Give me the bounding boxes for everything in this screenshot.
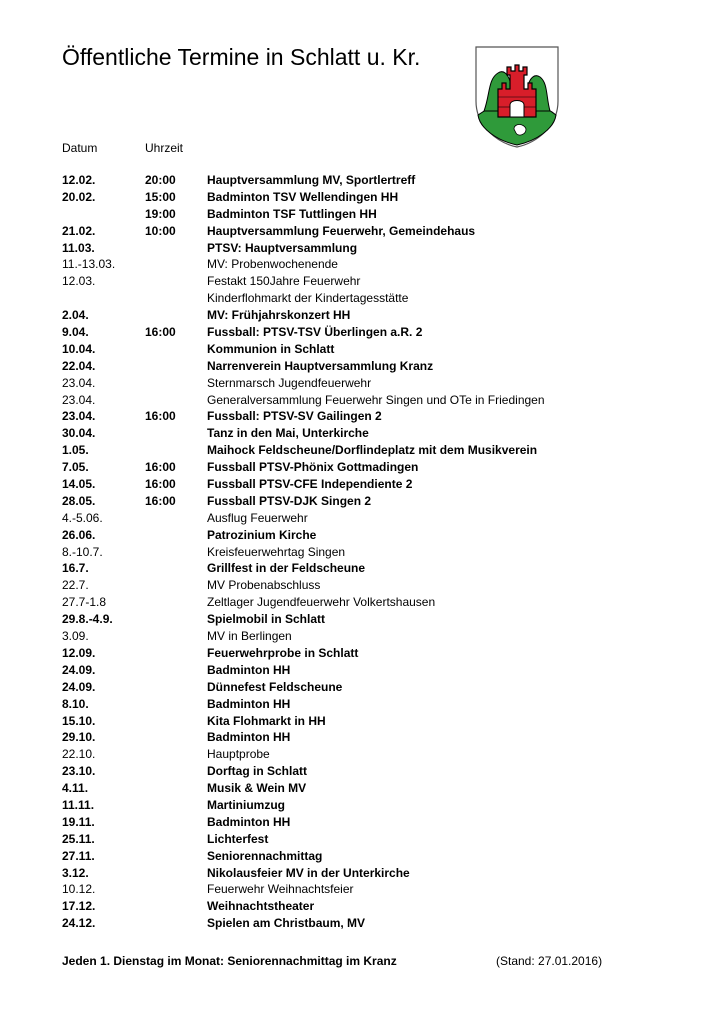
list-item xyxy=(62,729,682,746)
event-date: 29.8.-4.9. xyxy=(62,612,113,627)
footer-note: Jeden 1. Dienstag im Monat: Seniorennachmittag im Kranz xyxy=(62,954,397,968)
list-item xyxy=(62,206,682,223)
list-item xyxy=(62,645,682,662)
event-date: 3.09. xyxy=(62,629,89,644)
list-item xyxy=(62,780,682,797)
event-title: Narrenverein Hauptversammlung Kranz xyxy=(207,358,434,373)
list-item xyxy=(62,865,682,882)
event-title: Weihnachtstheater xyxy=(207,899,315,914)
list-item xyxy=(62,746,682,763)
list-item xyxy=(62,408,682,425)
event-date: 7.05. xyxy=(62,460,89,475)
event-title: Musik & Wein MV xyxy=(207,781,307,796)
list-item xyxy=(62,527,682,544)
event-date: 23.10. xyxy=(62,764,96,779)
list-item xyxy=(62,763,682,780)
event-title: MV Probenabschluss xyxy=(207,578,321,593)
event-date: 10.12. xyxy=(62,882,96,897)
page-title: Öffentliche Termine in Schlatt u. Kr. xyxy=(62,44,421,70)
list-item xyxy=(62,256,682,273)
event-time: 19:00 xyxy=(145,206,176,221)
event-time: 16:00 xyxy=(145,493,176,508)
event-title: Sternmarsch Jugendfeuerwehr xyxy=(207,375,372,390)
event-title: Fussball: PTSV-TSV Überlingen a.R. 2 xyxy=(207,325,423,340)
list-item xyxy=(62,341,682,358)
event-title: Dünnefest Feldscheune xyxy=(207,679,343,694)
column-header-time: Uhrzeit xyxy=(145,141,184,155)
event-title: Seniorennachmittag xyxy=(207,848,323,863)
list-item xyxy=(62,544,682,561)
event-date: 29.10. xyxy=(62,730,96,745)
list-item xyxy=(62,814,682,831)
event-title: Kita Flohmarkt in HH xyxy=(207,713,326,728)
column-headers xyxy=(62,141,582,157)
event-title: Kommunion in Schlatt xyxy=(207,341,335,356)
list-item xyxy=(62,172,682,189)
event-title: Feuerwehr Weihnachtsfeier xyxy=(207,882,354,897)
list-item xyxy=(62,392,682,409)
event-title: Grillfest in der Feldscheune xyxy=(207,561,366,576)
list-item xyxy=(62,223,682,240)
list-item xyxy=(62,425,682,442)
event-title: MV: Probenwochenende xyxy=(207,257,338,272)
event-date: 12.02. xyxy=(62,173,96,187)
list-item xyxy=(62,662,682,679)
event-date: 12.03. xyxy=(62,274,96,289)
event-date: 19.11. xyxy=(62,814,95,829)
event-list xyxy=(62,172,682,932)
list-item xyxy=(62,628,682,645)
event-time: 16:00 xyxy=(145,477,176,492)
event-title: Tanz in den Mai, Unterkirche xyxy=(207,426,369,441)
event-title: Dorftag in Schlatt xyxy=(207,764,308,779)
event-date: 27.7-1.8 xyxy=(62,595,107,610)
event-date: 11.11. xyxy=(62,797,95,812)
event-time: 15:00 xyxy=(145,189,176,204)
list-item xyxy=(62,848,682,865)
event-date: 15.10. xyxy=(62,713,96,728)
event-title: Kreisfeuerwehrtag Singen xyxy=(207,544,346,559)
event-title: Kinderflohmarkt der Kindertagesstätte xyxy=(207,291,409,306)
event-title: MV: Frühjahrskonzert HH xyxy=(207,308,351,323)
event-date: 11.-13.03. xyxy=(62,257,116,272)
event-title: Hauptprobe xyxy=(207,747,270,762)
list-item xyxy=(62,611,682,628)
event-title: Maihock Feldscheune/Dorflindeplatz mit dem Musikverein xyxy=(207,443,538,458)
event-date: 23.04. xyxy=(62,392,96,407)
event-date: 26.06. xyxy=(62,527,96,542)
event-date: 11.03. xyxy=(62,240,95,255)
event-date: 22.10. xyxy=(62,747,96,762)
event-title: Fussball PTSV-CFE Independiente 2 xyxy=(207,477,413,492)
event-title: Zeltlager Jugendfeuerwehr Volkertshausen xyxy=(207,595,436,610)
event-title: Spielen am Christbaum, MV xyxy=(207,916,366,931)
event-title: Fussball PTSV-DJK Singen 2 xyxy=(207,493,372,508)
event-date: 10.04. xyxy=(62,341,96,356)
list-item xyxy=(62,290,682,307)
event-date: 17.12. xyxy=(62,899,96,914)
list-item xyxy=(62,358,682,375)
event-title: Badminton HH xyxy=(207,814,291,829)
event-date: 30.04. xyxy=(62,426,96,441)
column-header-date: Datum xyxy=(62,141,98,155)
event-time: 10:00 xyxy=(145,223,176,238)
event-title: Badminton HH xyxy=(207,662,291,677)
list-item xyxy=(62,915,682,932)
event-title: Badminton TSF Tuttlingen HH xyxy=(207,206,377,221)
event-date: 21.02. xyxy=(62,223,96,238)
event-date: 23.04. xyxy=(62,409,96,424)
list-item xyxy=(62,898,682,915)
event-title: Hauptversammlung MV, Sportlertreff xyxy=(207,173,416,187)
list-item xyxy=(62,189,682,206)
event-date: 3.12. xyxy=(62,865,89,880)
list-item xyxy=(62,560,682,577)
event-date: 8.10. xyxy=(62,696,89,711)
event-title: Generalversammlung Feuerwehr Singen und OTe in Friedingen xyxy=(207,392,545,407)
event-date: 1.05. xyxy=(62,443,89,458)
event-date: 25.11. xyxy=(62,831,95,846)
event-date: 23.04. xyxy=(62,375,96,390)
event-title: Martiniumzug xyxy=(207,797,285,812)
list-item xyxy=(62,679,682,696)
event-date: 14.05. xyxy=(62,477,96,492)
event-title: Spielmobil in Schlatt xyxy=(207,612,326,627)
list-item xyxy=(62,307,682,324)
event-title: Badminton HH xyxy=(207,730,291,745)
event-date: 22.7. xyxy=(62,578,89,593)
event-date: 4.-5.06. xyxy=(62,510,103,525)
event-title: Badminton HH xyxy=(207,696,291,711)
event-date: 24.12. xyxy=(62,916,96,931)
list-item xyxy=(62,273,682,290)
list-item xyxy=(62,240,682,257)
event-title: Festakt 150Jahre Feuerwehr xyxy=(207,274,361,289)
event-date: 8.-10.7. xyxy=(62,544,103,559)
list-item xyxy=(62,510,682,527)
event-title: Badminton TSV Wellendingen HH xyxy=(207,189,399,204)
event-title: Ausflug Feuerwehr xyxy=(207,510,308,525)
event-time: 20:00 xyxy=(145,173,176,187)
event-date: 4.11. xyxy=(62,781,89,796)
list-item xyxy=(62,713,682,730)
event-title: Patrozinium Kirche xyxy=(207,527,317,542)
event-date: 24.09. xyxy=(62,662,96,677)
event-title: Hauptversammlung Feuerwehr, Gemeindehaus xyxy=(207,223,476,238)
event-title: Fussball: PTSV-SV Gailingen 2 xyxy=(207,409,382,424)
event-date: 16.7. xyxy=(62,561,89,576)
event-date: 20.02. xyxy=(62,189,96,204)
list-item xyxy=(62,594,682,611)
list-item xyxy=(62,577,682,594)
list-item xyxy=(62,324,682,341)
footer-stand: (Stand: 27.01.2016) xyxy=(496,954,603,968)
list-item xyxy=(62,459,682,476)
event-title: Feuerwehrprobe in Schlatt xyxy=(207,645,359,660)
event-date: 12.09. xyxy=(62,645,96,660)
coat-of-arms-icon xyxy=(474,45,560,149)
event-title: Nikolausfeier MV in der Unterkirche xyxy=(207,865,410,880)
list-item xyxy=(62,476,682,493)
event-time: 16:00 xyxy=(145,460,176,475)
list-item xyxy=(62,696,682,713)
event-date: 9.04. xyxy=(62,325,89,340)
list-item xyxy=(62,797,682,814)
event-time: 16:00 xyxy=(145,325,176,340)
list-item xyxy=(62,493,682,510)
event-title: PTSV: Hauptversammlung xyxy=(207,240,358,255)
event-date: 22.04. xyxy=(62,358,96,373)
event-title: Lichterfest xyxy=(207,831,269,846)
list-item xyxy=(62,831,682,848)
event-title: Fussball PTSV-Phönix Gottmadingen xyxy=(207,460,419,475)
event-time: 16:00 xyxy=(145,409,176,424)
event-date: 27.11. xyxy=(62,848,95,863)
list-item xyxy=(62,881,682,898)
list-item xyxy=(62,442,682,459)
list-item xyxy=(62,375,682,392)
event-title: MV in Berlingen xyxy=(207,629,292,644)
event-date: 24.09. xyxy=(62,679,96,694)
event-date: 28.05. xyxy=(62,493,96,508)
event-date: 2.04. xyxy=(62,308,89,323)
